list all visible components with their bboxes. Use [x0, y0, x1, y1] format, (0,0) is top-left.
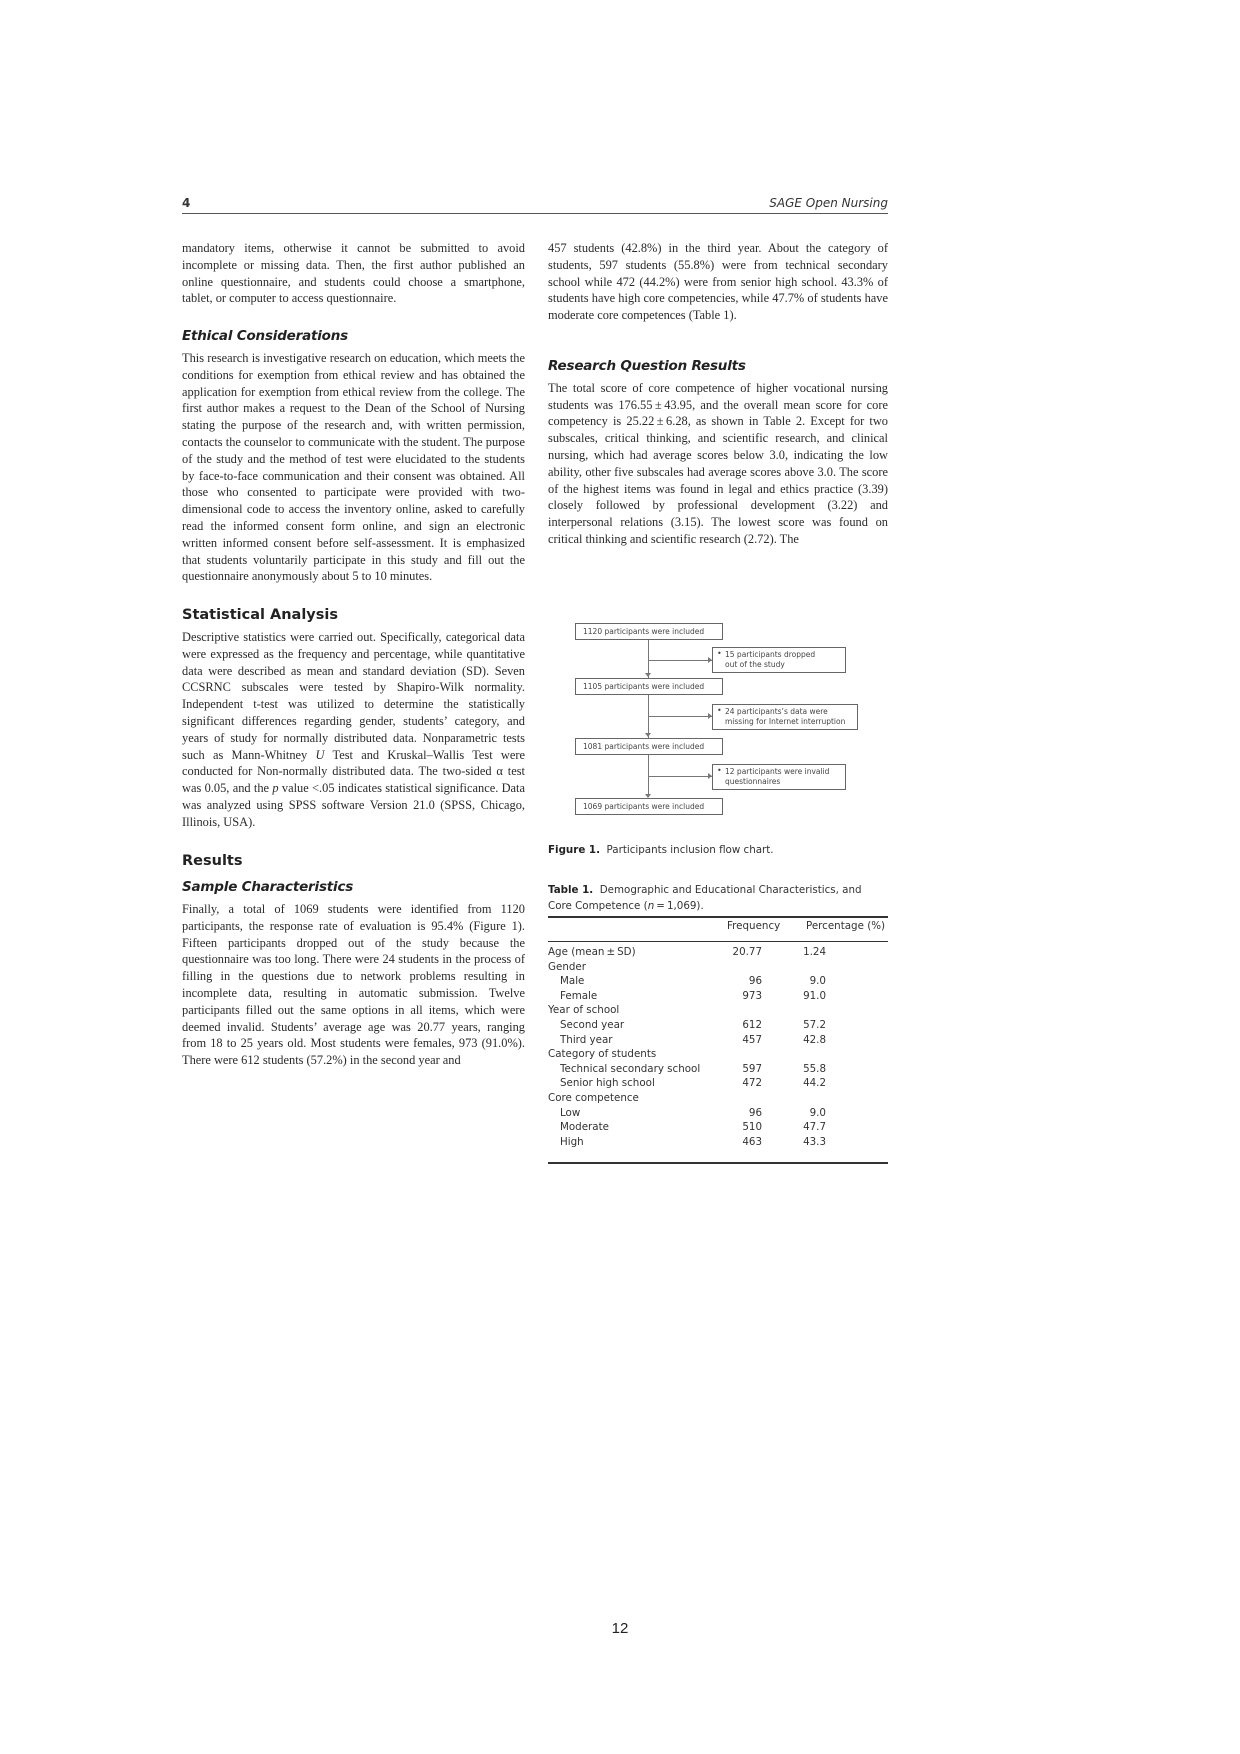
table-row	[548, 945, 888, 960]
flow-branch-2	[648, 716, 712, 717]
row-label: Gender	[548, 960, 586, 973]
flow-exclusion-dropped	[712, 647, 846, 673]
header-divider	[182, 213, 888, 214]
ethical-considerations-heading: Ethical Considerations	[182, 328, 348, 345]
flow-connector	[648, 640, 649, 794]
exclusion-line: 15 participants dropped	[725, 650, 816, 659]
exclusion-line: out of the study	[725, 660, 785, 669]
table-caption-n: n	[647, 899, 655, 912]
row-label: Female	[560, 989, 598, 1002]
table-1-caption	[548, 883, 888, 914]
figure-label: Figure 1.	[548, 844, 600, 856]
row-label: Senior high school	[560, 1077, 655, 1090]
flow-box-1120: 1120 participants were included	[575, 623, 723, 640]
left-column	[182, 240, 525, 1069]
row-percentage: 9.0	[809, 1106, 826, 1119]
journal-name: SAGE Open Nursing	[769, 196, 888, 210]
row-percentage: 91.0	[803, 989, 826, 1002]
column-header-frequency: Frequency	[727, 920, 781, 932]
participants-flow-chart	[548, 610, 888, 840]
flow-box-1105: 1105 participants were included	[575, 678, 723, 695]
footer-page-number: 12	[611, 1620, 629, 1637]
row-label: Core competence	[548, 1091, 639, 1104]
row-label: Second year	[560, 1018, 625, 1031]
row-percentage: 1.24	[803, 946, 826, 958]
row-percentage: 9.0	[809, 975, 826, 988]
table-caption-text: Demographic and Educational Characteristics, and Core Competence (	[548, 884, 862, 912]
flow-branch-3	[648, 776, 712, 777]
table-header-rule	[548, 941, 888, 942]
arrow-down-icon	[645, 673, 651, 677]
row-label: High	[560, 1135, 584, 1148]
sample-characteristics-heading: Sample Characteristics	[182, 879, 354, 896]
row-frequency: 597	[742, 1062, 762, 1075]
row-label: Technical secondary school	[560, 1062, 701, 1075]
table-row	[548, 1047, 888, 1062]
research-question-results-body: The total score of core competence of higher vocational nursing students was 176.55 ± 43.95, and the overall mean score for core competency is 25.22 ± 6.28, as shown in Table 2. Except for two subscales, critical thinking, and scientific research, and clinical nursing, which had average scores below 3.0, indicating the low ability, other five subscales had average scores above 3.0. The score of the highest items was found in legal and ethics practice (3.39) closely followed by professional development (3.22) and interpersonal relations (3.15). The lowest score was found on critical thinking and scientific research (2.72). The	[548, 380, 888, 546]
row-frequency: 510	[742, 1121, 762, 1134]
flow-branch-1	[648, 660, 712, 661]
row-label: Category of students	[548, 1048, 657, 1061]
table-1-body	[548, 945, 888, 1149]
table-caption-text-end: = 1,069).	[654, 899, 704, 912]
row-frequency: 973	[742, 989, 762, 1002]
table-row	[548, 989, 888, 1004]
bullet-icon: •	[717, 706, 722, 715]
table-row	[548, 1135, 888, 1150]
row-percentage: 57.2	[803, 1018, 826, 1031]
row-frequency: 472	[742, 1077, 762, 1090]
row-frequency: 20.77	[732, 946, 762, 958]
table-row	[548, 1091, 888, 1106]
table-row	[548, 1062, 888, 1077]
row-percentage: 55.8	[803, 1062, 826, 1075]
row-percentage: 44.2	[803, 1077, 826, 1090]
row-frequency: 96	[748, 1106, 762, 1119]
intro-paragraph: mandatory items, otherwise it cannot be submitted to avoid incomplete or missing data. Then, the first author published an online questionnaire, and students could choose a smartphone, tablet, or computer to access questionnaire.	[182, 241, 525, 306]
table-row	[548, 960, 888, 975]
table-row	[548, 1018, 888, 1033]
table-row	[548, 1003, 888, 1018]
sample-characteristics-body: Finally, a total of 1069 students were identified from 1120 participants, the response rate of evaluation is 95.4% (Figure 1). Fifteen participants dropped out of the study because the questionnaire was too long. There were 24 students in the process of filling in the questions due to network problems resulting in incomplete data, resulting in automatic submission. Twelve participants filled out the same options in all items, which were deemed invalid. Students’ average age was 20.77 years, ranging from 18 to 25 years old. Most students were females, 973 (91.0%). There were 612 students (57.2%) in the second year and	[182, 902, 525, 1068]
table-row	[548, 1120, 888, 1135]
flow-exclusion-invalid	[712, 764, 846, 790]
exclusion-line: missing for Internet interruption	[725, 717, 846, 726]
research-question-results-heading: Research Question Results	[548, 357, 746, 374]
row-percentage: 42.8	[803, 1033, 826, 1046]
stat-text-3: value <.05 indicates statistical significance. Data was analyzed using SPSS software Version 21.0 (SPSS, Chicago, Illinois, USA).	[182, 781, 525, 829]
row-frequency: 612	[742, 1018, 762, 1031]
statistical-analysis-body	[182, 629, 525, 831]
figure-1-caption	[548, 844, 774, 856]
statistical-analysis-heading: Statistical Analysis	[182, 607, 338, 624]
row-label: Moderate	[560, 1121, 609, 1134]
table-row	[548, 974, 888, 989]
table-top-rule	[548, 916, 888, 918]
row-percentage: 47.7	[803, 1121, 826, 1134]
column-header-percentage: Percentage (%)	[806, 920, 886, 932]
running-page-number: 4	[182, 196, 191, 210]
exclusion-line: questionnaires	[725, 777, 781, 786]
flow-box-1081: 1081 participants were included	[575, 738, 723, 755]
row-label: Low	[560, 1106, 581, 1119]
continued-paragraph: 457 students (42.8%) in the third year. About the category of students, 597 students (55.8%) were from technical secondary school while 472 (44.2%) were from senior high school. 43.3% of students have high core competencies, while 47.7% of students have moderate core competences (Table 1).	[548, 241, 888, 323]
bullet-icon: •	[717, 766, 722, 775]
table-bottom-rule	[548, 1162, 888, 1164]
row-label: Age (mean ± SD)	[548, 946, 636, 958]
stat-p-symbol: p	[272, 781, 279, 796]
table-label: Table 1.	[548, 884, 594, 896]
row-label: Year of school	[548, 1004, 620, 1017]
exclusion-line: 12 participants were invalid	[725, 767, 830, 776]
row-percentage: 43.3	[803, 1135, 826, 1148]
figure-caption-text: Participants inclusion flow chart.	[606, 844, 774, 856]
row-frequency: 457	[742, 1033, 762, 1046]
stat-u-symbol: U	[315, 747, 325, 762]
flow-box-1069: 1069 participants were included	[575, 798, 723, 815]
table-row	[548, 1106, 888, 1121]
row-frequency: 463	[742, 1135, 762, 1148]
row-label: Male	[560, 975, 585, 988]
ethical-considerations-body: This research is investigative research on education, which meets the conditions for exemption from ethical review and has obtained the application for exemption from ethical review from the college. The first author makes a request to the Dean of the School of Nursing stating the purpose of the research and, with written permission, contacts the counselor to communicate with the student. The purpose of the study and the method of test were elucidated to the students by face-to-face communication and their consent was obtained. All those who consented to participate were provided with two-dimensional code to access the inventory online, asked to carefully read the informed consent form online, and sign an electronic written informed consent before self-assessment. It is emphasized that students voluntarily participate in this study and fill out the questionnaire anonymously about 5 to 10 minutes.	[182, 350, 525, 584]
right-column	[548, 240, 888, 548]
stat-text-2: Test and Kruskal–Wallis Test were conducted for Non-normally distributed data. The two-sided α test was 0.05, and the	[182, 747, 525, 796]
row-frequency: 96	[748, 975, 762, 988]
bullet-icon: •	[717, 649, 722, 658]
arrow-down-icon	[645, 733, 651, 737]
stat-text-1: Descriptive statistics were carried out. Specifically, categorical data were expressed as the frequency and percentage, while quantitative data were described as mean and standard deviation (SD). Seven CCSRNC subscales were tested by Shapiro-Wilk normality. Independent t-test was utilized to determine the statistically significant differences regarding gender, students’ category, and years of study for normally distributed data. Nonparametric tests such as Mann-Whitney	[182, 629, 525, 762]
table-row	[548, 1033, 888, 1048]
table-row	[548, 1076, 888, 1091]
exclusion-line: 24 participants’s data were	[725, 707, 828, 716]
row-label: Third year	[560, 1033, 613, 1046]
results-heading: Results	[182, 852, 243, 869]
flow-exclusion-missing	[712, 704, 858, 730]
